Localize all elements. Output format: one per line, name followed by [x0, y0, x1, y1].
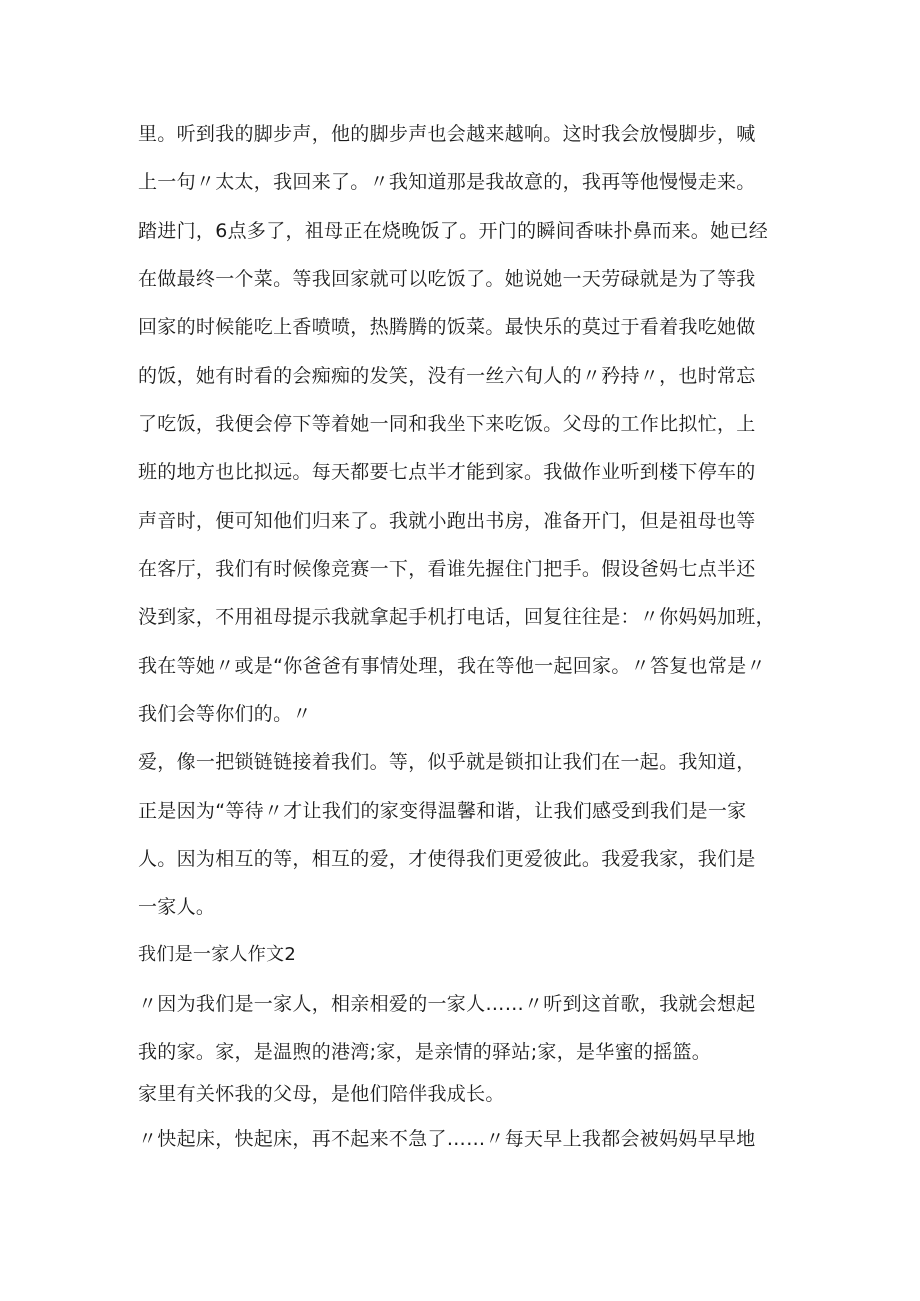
paragraph-line: 人。因为相互的等，相互的爱，才使得我们更爱彼此。我爱我家，我们是	[138, 848, 756, 870]
paragraph-line: 上一句〃太太，我回来了。〃我知道那是我故意的，我再等他慢慢走来。	[138, 171, 756, 193]
paragraph-line: 里。听到我的脚步声，他的脚步声也会越来越响。这时我会放慢脚步，喊	[138, 123, 756, 145]
paragraph-line: 家里有关怀我的父母，是他们陪伴我成长。	[138, 1083, 505, 1105]
paragraph-line: 〃快起床，快起床，再不起来不急了……〃每天早上我都会被妈妈早早地	[138, 1128, 756, 1150]
paragraph-line: 一家人。	[138, 896, 216, 918]
section-heading: 我们是一家人作文2	[138, 944, 297, 965]
paragraph-line: 我们会等你们的。〃	[138, 703, 312, 725]
paragraph-line: 回家的时候能吃上香喷喷，热腾腾的饭菜。最快乐的莫过于看着我吃她做	[138, 316, 756, 338]
paragraph-line: 〃因为我们是一家人，相亲相爱的一家人……〃听到这首歌，我就会想起	[138, 993, 756, 1015]
paragraph-line: 的饭，她有时看的会痴痴的发笑，没有一丝六旬人的〃矜持〃，也时常忘	[138, 365, 756, 387]
paragraph-line: 班的地方也比拟远。每天都要七点半才能到家。我做作业听到楼下停车的	[138, 461, 756, 483]
paragraph-line: 爱，像一把锁链链接着我们。等，似乎就是锁扣让我们在一起。我知道，	[138, 751, 756, 773]
paragraph-line: 在客厅，我们有时候像竞赛一下，看谁先握住门把手。假设爸妈七点半还	[138, 558, 756, 580]
paragraph-line: 声音时，便可知他们归来了。我就小跑出书房，准备开门，但是祖母也等	[138, 510, 756, 532]
paragraph-line: 我在等她〃或是“你爸爸有事情处理，我在等他一起回家。〃答复也常是〃	[138, 655, 766, 677]
paragraph-line: 踏进门，6点多了，祖母正在烧晚饭了。开门的瞬间香味扑鼻而来。她已经	[138, 220, 768, 242]
paragraph-line: 了吃饭，我便会停下等着她一同和我坐下来吃饭。父母的工作比拟忙，上	[138, 413, 756, 435]
paragraph-line: 在做最终一个菜。等我回家就可以吃饭了。她说她一天劳碌就是为了等我	[138, 268, 756, 290]
paragraph-line: 没到家，不用祖母提示我就拿起手机打电话，回复往往是：〃你妈妈加班，	[138, 606, 775, 628]
paragraph-line: 我的家。家，是温煦的港湾;家，是亲情的驿站;家，是华蜜的摇篮。	[138, 1041, 712, 1063]
paragraph-line: 正是因为“等待〃才让我们的家变得温馨和谐，让我们感受到我们是一家	[138, 800, 747, 822]
